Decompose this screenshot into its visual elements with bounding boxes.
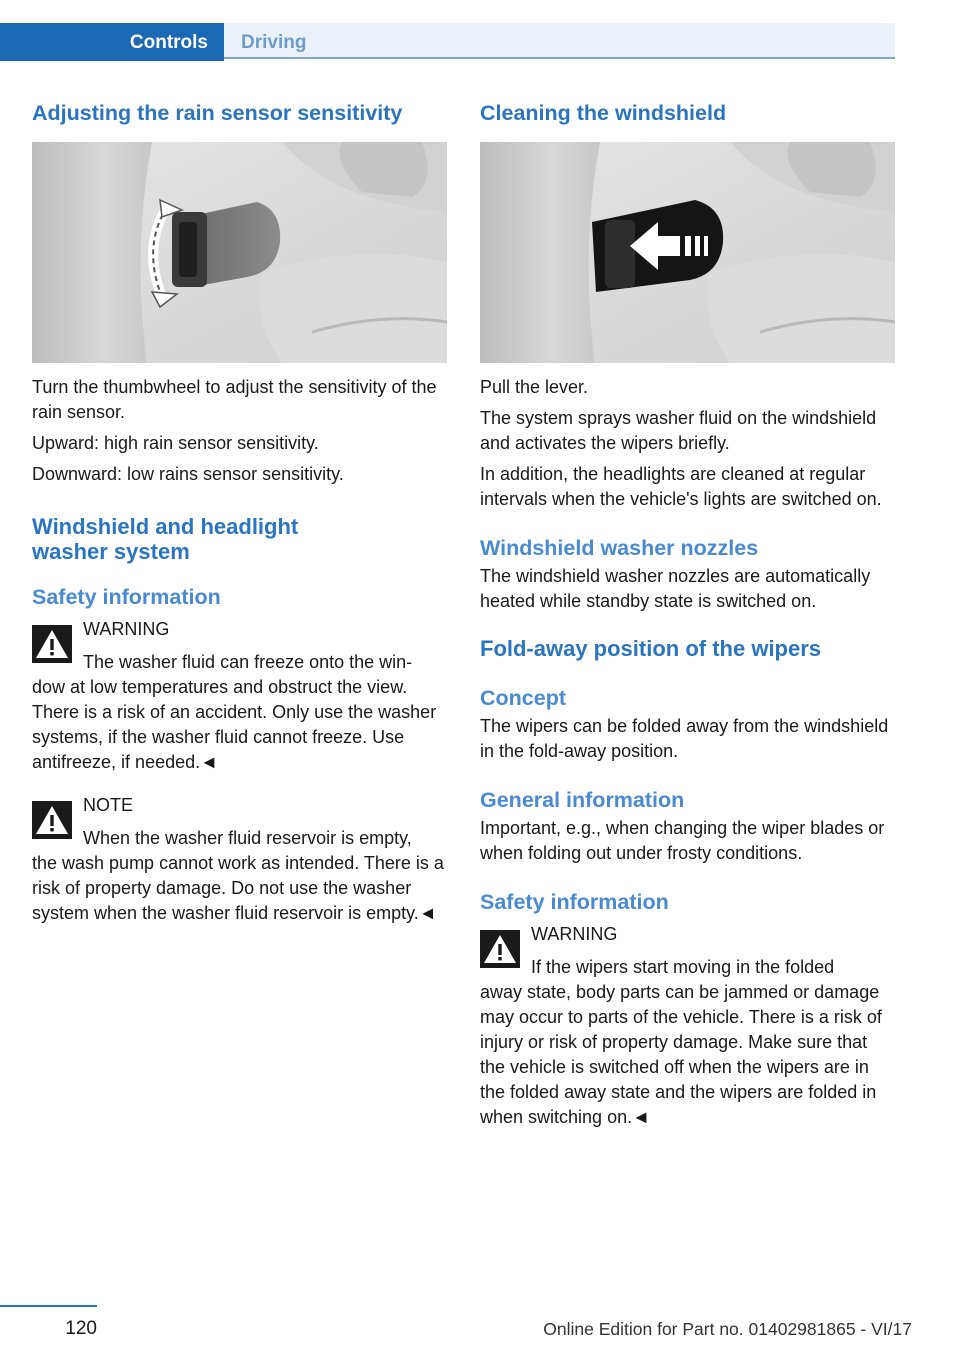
general-info-heading: General information: [480, 788, 685, 812]
warning-icon: [32, 801, 72, 839]
note-label: NOTE: [83, 795, 134, 815]
header-tabs: [0, 23, 895, 61]
thumbwheel-illustration: [32, 142, 447, 363]
warning-first-line: The washer fluid can freeze onto the win-: [83, 652, 413, 672]
warning-icon: [480, 930, 520, 968]
foldaway-heading: Fold-away position of the wipers: [480, 636, 822, 661]
warning-label: WARNING: [83, 619, 170, 639]
concept-paragraph: The wipers can be folded away from the windshield in the fold-away position.: [480, 716, 889, 761]
rain-paragraph-2: Upward: high rain sensor sensitivity.: [32, 433, 319, 453]
rain-sensor-heading: Adjusting the rain sensor sensitivity: [32, 101, 403, 125]
nozzles-paragraph: The windshield washer nozzles are automatically heated while standby state is switched on.: [480, 566, 871, 611]
warning-text: dow at low temperatures and obstruct the view. There is a risk of an accident. Only use the washer systems, if the washer fluid cannot freeze. Use antifreeze, if needed.◄: [32, 677, 437, 772]
clean-paragraph-1: Pull the lever.: [480, 377, 589, 397]
rain-paragraph-3: Downward: low rains sensor sensitivity.: [32, 464, 344, 484]
washer-heading-line-1: Windshield and headlight: [32, 514, 299, 539]
nozzles-heading: Windshield washer nozzles: [480, 536, 759, 560]
washer-heading-line-2: washer system: [32, 539, 190, 564]
safety-heading-left: Safety information: [32, 585, 221, 609]
warning-first-line: If the wipers start moving in the folded: [531, 957, 835, 977]
edition-footer: Online Edition for Part no. 01402981865 - VI/17: [543, 1319, 912, 1339]
safety-heading-right: Safety information: [480, 890, 669, 914]
general-info-paragraph: Important, e.g., when changing the wiper blades or when folding out under frosty conditions.: [480, 818, 885, 863]
left-column: [32, 100, 447, 926]
clean-paragraph-3: In addition, the headlights are cleaned at regular intervals when the vehicle's lights are switched on.: [480, 464, 882, 509]
clean-paragraph-2: The system sprays washer fluid on the windshield and activates the wipers briefly.: [480, 408, 877, 453]
tab-controls[interactable]: Controls: [0, 23, 224, 61]
page-number: 120: [65, 1318, 97, 1339]
warning-notice-right: [480, 922, 895, 1130]
concept-heading: Concept: [480, 686, 566, 710]
page-number-rule: [0, 1305, 97, 1307]
lever-pull-illustration: [480, 142, 895, 363]
washer-system-heading: [32, 514, 447, 564]
note-notice-left: [32, 793, 447, 926]
note-first-line: When the washer fluid reservoir is empty,: [83, 828, 412, 848]
rain-paragraph-1: Turn the thumbwheel to adjust the sensitivity of the rain sensor.: [32, 377, 437, 422]
right-column: [480, 100, 895, 1130]
warning-icon: [32, 625, 72, 663]
note-text: the wash pump cannot work as intended. There is a risk of property damage. Do not use the washer system when the washer fluid reservoir is empty.◄: [32, 853, 444, 923]
warning-label: WARNING: [531, 924, 618, 944]
tab-driving[interactable]: Driving: [224, 23, 895, 59]
warning-text: away state, body parts can be jammed or damage may occur to parts of the vehicle. There is a risk of injury or risk of property damage. Make sure that the vehicle is switched off when the wipers are in the folded away state and the wipers are folded in when switching on.◄: [480, 982, 882, 1127]
warning-notice-left: [32, 617, 447, 775]
cleaning-heading: Cleaning the windshield: [480, 101, 727, 125]
